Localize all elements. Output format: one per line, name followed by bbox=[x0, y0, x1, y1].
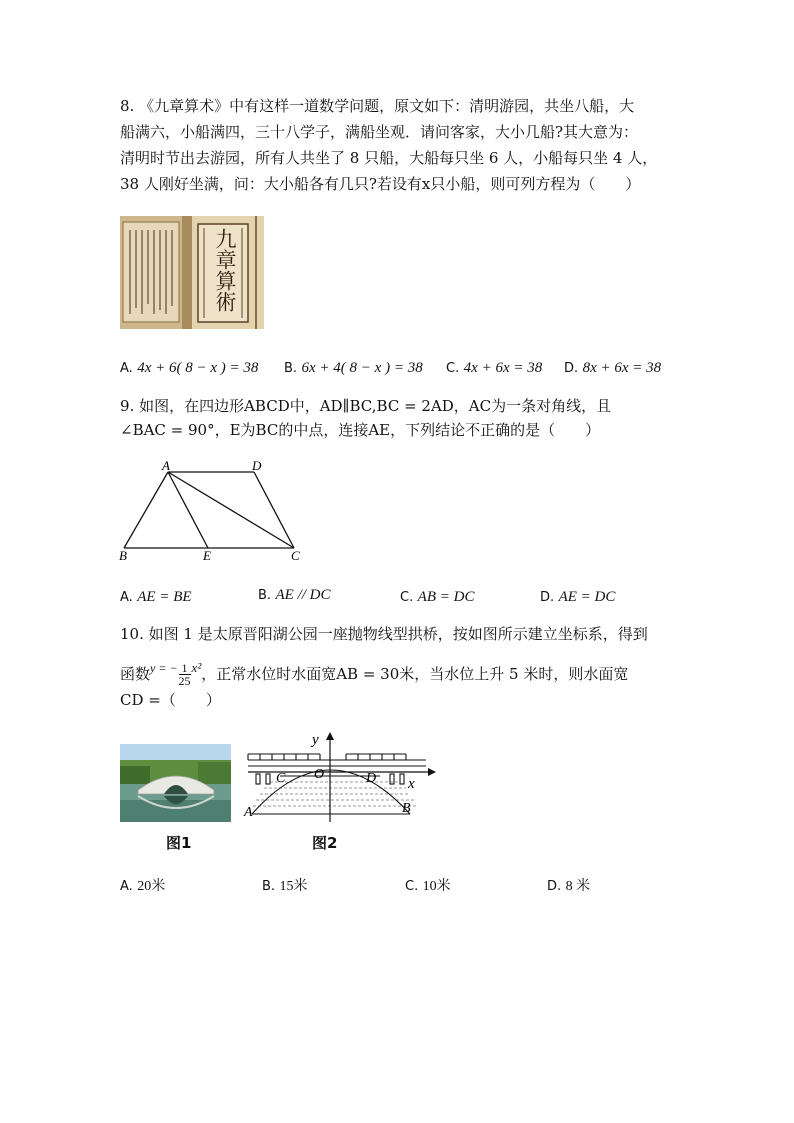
point-label-d: D bbox=[366, 771, 377, 786]
q10-option-b-expr: 15米 bbox=[279, 879, 308, 894]
q10-option-d[interactable] bbox=[547, 876, 590, 897]
q9-option-d-key: D. bbox=[540, 590, 555, 605]
q8-option-a-expr: 4x + 6( 8 − x ) = 38 bbox=[137, 360, 259, 376]
origin-label: O bbox=[314, 767, 325, 782]
function-y: y = − bbox=[150, 661, 178, 675]
q10-option-a[interactable] bbox=[120, 876, 165, 897]
label-d: D bbox=[252, 458, 262, 473]
q8-line-4: 38 人刚好坐满，问：大小船各有几只?若设有x只小船，则可列方程为（ ） bbox=[120, 175, 641, 193]
q8-option-d-expr: 8x + 6x = 38 bbox=[582, 360, 662, 376]
q9-option-b-key: B. bbox=[258, 588, 272, 603]
figure-2-caption: 图2 bbox=[312, 834, 338, 852]
q8-option-c[interactable] bbox=[446, 358, 542, 379]
book-photo bbox=[120, 216, 264, 329]
q10-option-d-expr: 8 米 bbox=[565, 879, 591, 894]
q10-line-2-post: ，正常水位时水面宽AB = 30米，当水位上升 5 米时，则水面宽 bbox=[201, 665, 629, 683]
q10-option-d-key: D. bbox=[547, 879, 562, 894]
q8-line-3: 清明时节出去游园，所有人共坐了 8 只船，大船每只坐 6 人，小船每只坐 4 人， bbox=[120, 149, 658, 167]
point-label-c: C bbox=[276, 771, 286, 786]
q8-option-c-key: C. bbox=[446, 361, 460, 376]
q9-option-b-expr: AE // DC bbox=[275, 587, 331, 603]
q10-line-3: CD =（ ） bbox=[120, 691, 221, 709]
axis-label-x: x bbox=[408, 776, 415, 792]
q10-option-c-expr: 10米 bbox=[422, 879, 451, 894]
book-title: 九章算術 bbox=[213, 228, 237, 312]
q9-option-c-key: C. bbox=[400, 590, 414, 605]
q10-option-c-key: C. bbox=[405, 879, 419, 894]
q8-option-b-expr: 6x + 4( 8 − x ) = 38 bbox=[301, 360, 423, 376]
bridge-photo bbox=[120, 744, 231, 822]
q8-option-b[interactable] bbox=[284, 358, 423, 379]
axis-label-y: y bbox=[312, 732, 319, 748]
q10-option-a-key: A. bbox=[120, 879, 133, 894]
label-e: E bbox=[203, 548, 211, 563]
q10-option-c[interactable] bbox=[405, 876, 451, 897]
q9-option-b[interactable] bbox=[258, 585, 331, 606]
q10-option-b-key: B. bbox=[262, 879, 276, 894]
q9-option-c-expr: AB = DC bbox=[417, 589, 475, 605]
label-b: B bbox=[119, 548, 127, 563]
q10-option-b[interactable] bbox=[262, 876, 308, 897]
fraction-denominator: 25 bbox=[178, 673, 191, 688]
label-a: A bbox=[162, 458, 170, 473]
q8-option-b-key: B. bbox=[284, 361, 298, 376]
q9-option-a-expr: AE = BE bbox=[137, 589, 192, 605]
q9-option-d[interactable] bbox=[540, 587, 615, 608]
q10-option-a-expr: 20米 bbox=[137, 879, 166, 894]
quadrilateral-figure bbox=[116, 456, 306, 564]
function-fraction bbox=[179, 662, 191, 687]
q8-line-1: 8. 《九章算术》中有这样一道数学问题，原文如下：清明游园，共坐八船，大 bbox=[120, 97, 635, 115]
q8-option-a-key: A. bbox=[120, 361, 133, 376]
q9-option-d-expr: AE = DC bbox=[558, 589, 616, 605]
q10-line-2 bbox=[120, 658, 628, 688]
q8-line-2: 船满六，小船满四，三十八学子，满船坐观．请问客家，大小几船?其大意为： bbox=[120, 123, 639, 141]
q9-option-a[interactable] bbox=[120, 587, 192, 608]
arch-bridge-diagram bbox=[240, 730, 440, 822]
q10-line-2-pre: 函数 bbox=[120, 665, 151, 683]
label-c: C bbox=[291, 548, 300, 563]
point-label-b: B bbox=[402, 801, 411, 816]
q9-option-c[interactable] bbox=[400, 587, 474, 608]
q8-option-a[interactable] bbox=[120, 358, 258, 379]
q8-option-c-expr: 4x + 6x = 38 bbox=[463, 360, 543, 376]
q9-line-1: 9. 如图，在四边形ABCD中，AD∥BC,BC = 2AD，AC为一条对角线，且 bbox=[120, 397, 612, 415]
q8-option-d[interactable] bbox=[564, 358, 661, 379]
function-x-squared: x² bbox=[191, 660, 202, 675]
q8-option-d-key: D. bbox=[564, 361, 579, 376]
q10-line-1: 10. 如图 1 是太原晋阳湖公园一座抛物线型拱桥，按如图所示建立坐标系，得到 bbox=[120, 625, 648, 643]
q9-option-a-key: A. bbox=[120, 590, 133, 605]
figure-1-caption: 图1 bbox=[166, 834, 192, 852]
q9-line-2: ∠BAC = 90°，E为BC的中点，连接AE，下列结论不正确的是（ ） bbox=[120, 421, 601, 439]
point-label-a: A bbox=[244, 805, 253, 820]
fraction-numerator: 1 bbox=[179, 662, 191, 675]
